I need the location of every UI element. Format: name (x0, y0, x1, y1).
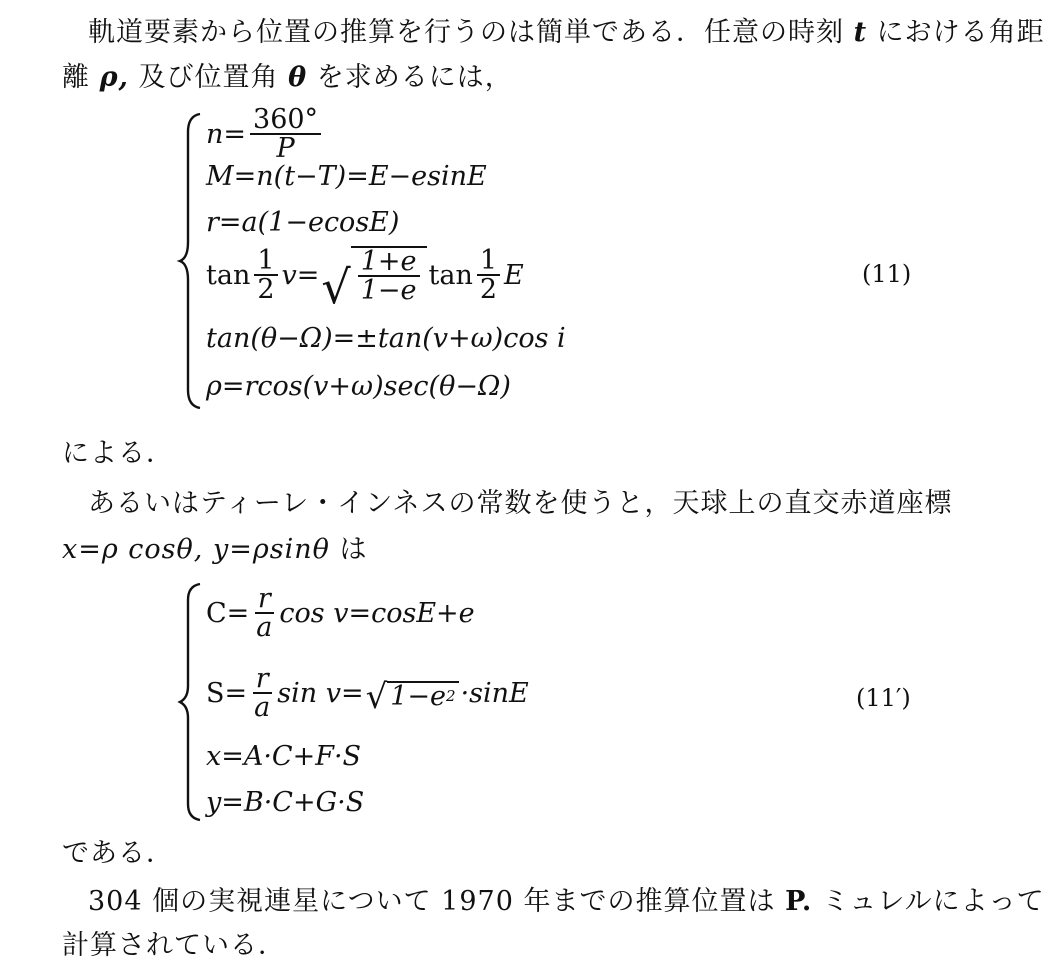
denominator: P (276, 133, 295, 164)
numerator: 1 (477, 247, 500, 276)
equation-tan-half-v (206, 244, 524, 314)
numerator: r (253, 665, 272, 694)
eq-lhs: C= (206, 597, 250, 629)
left-brace-icon (178, 582, 202, 822)
eq-lhs: n= (206, 118, 247, 150)
denominator: 2 (257, 274, 275, 305)
equation-number-11: (11) (862, 260, 912, 288)
equation-rho: ρ=rcos(v+ω)sec(θ−Ω) (206, 370, 511, 402)
equation-tan-theta: tan(θ−Ω)=±tan(v+ω)cos i (206, 322, 566, 354)
text: 304 個の実視連星について 1970 年までの推算位置は (88, 886, 776, 917)
equation-x-coord: x=A·C+F·S (206, 740, 362, 772)
equation-m: M=n(t−T)=E−esinE (206, 160, 487, 192)
eq-text: E (504, 259, 524, 291)
paragraph-1-line-1 (88, 17, 1045, 48)
paragraph-3-line-2 (62, 536, 962, 563)
numerator: 360° (250, 106, 321, 135)
fraction (254, 247, 277, 303)
equation-y: y=ρsinθ (212, 534, 330, 565)
fraction (253, 585, 275, 641)
equation-s (206, 662, 529, 724)
eq-text: sin v= (277, 677, 364, 709)
eq-text: v= (281, 259, 320, 291)
fraction (358, 248, 420, 304)
eq-rhs: ·sinE (460, 677, 529, 709)
var-rho: ρ, (99, 62, 129, 93)
radicand (387, 681, 458, 710)
denominator: 2 (479, 274, 498, 305)
denominator: a (256, 612, 273, 643)
eq-lhs: S= (206, 677, 248, 709)
eq-rhs: cos v=cosE+e (279, 597, 475, 629)
text: における角距 (876, 17, 1045, 48)
superscript: 2 (446, 687, 456, 705)
paragraph-2: による． (62, 438, 174, 469)
paragraph-3-line-1: あるいはティーレ・インネスの常数を使うと，天球上の直交赤道座標 (88, 488, 953, 519)
tan-text: tan (428, 259, 473, 291)
numerator: r (255, 585, 274, 614)
equation-block-11-prime (178, 582, 938, 822)
paragraph-1-line-2 (62, 64, 962, 91)
paragraph-4: である． (62, 838, 174, 869)
radicand-text: 1−e (390, 681, 447, 712)
radicand (351, 246, 427, 304)
text: は (339, 534, 368, 565)
denominator: a (254, 692, 271, 723)
paragraph-5-line-2: 計算されている． (62, 930, 286, 961)
text: ミュレルによって (821, 886, 1045, 917)
radical-sign-icon: √ (365, 677, 388, 717)
author-initial: P. (785, 886, 813, 917)
radical-sign-icon: √ (321, 260, 351, 314)
equation-c (206, 582, 475, 644)
var-t: t (853, 17, 868, 48)
numerator: 1 (254, 247, 277, 276)
text: 軌道要素から位置の推算を行うのは簡単である．任意の時刻 (88, 17, 844, 48)
text: 及び位置角 (138, 62, 279, 93)
numerator: 1+e (358, 248, 420, 277)
left-brace-icon (178, 112, 202, 410)
square-root (365, 676, 459, 717)
text: 離 (62, 62, 90, 93)
denominator: 1−e (360, 275, 417, 306)
equation-x: x=ρ cosθ, (62, 534, 204, 565)
equation-r: r=a(1−ecosE) (206, 206, 400, 238)
text: を求めるには， (316, 62, 513, 93)
tan-text: tan (206, 259, 251, 291)
equation-y-coord: y=B·C+G·S (206, 786, 365, 818)
equation-number-11-prime: (11′) (856, 684, 911, 712)
var-theta: θ (288, 62, 308, 93)
square-root (321, 246, 426, 314)
paragraph-5-line-1 (88, 886, 1045, 917)
equation-block-11 (178, 104, 938, 410)
fraction (477, 247, 500, 303)
fraction (251, 665, 273, 721)
